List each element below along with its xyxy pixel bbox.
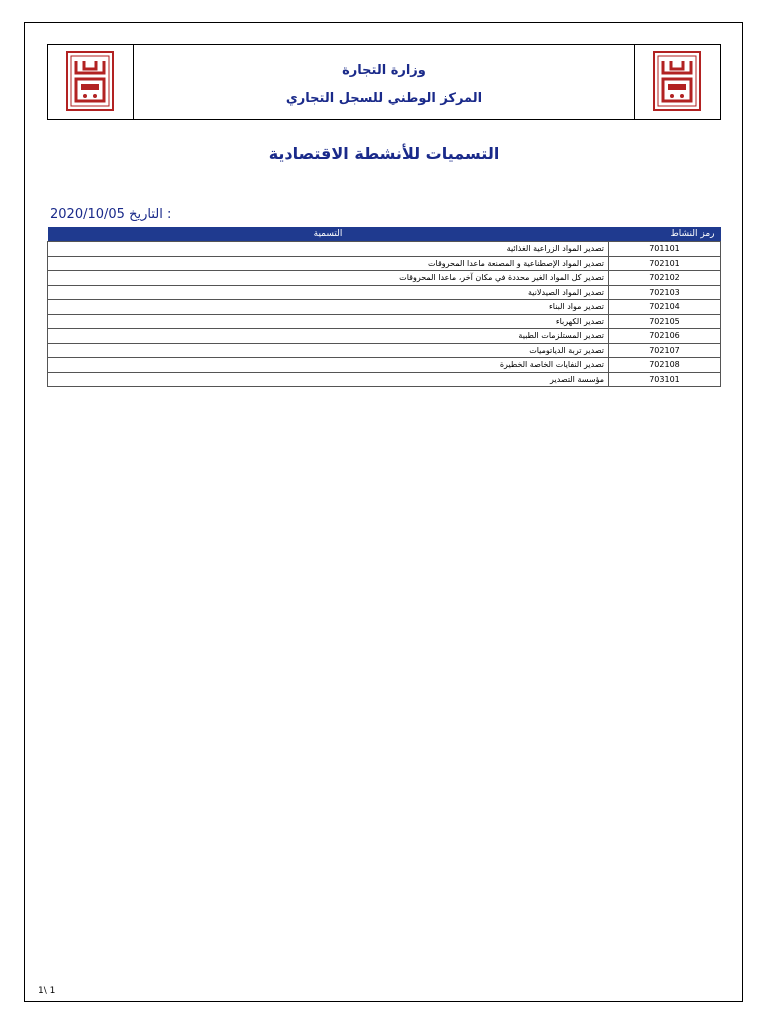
activity-name: تصدير المواد الزراعية الغذائية xyxy=(48,242,609,257)
activity-name: تصدير تربة الدياتوميات xyxy=(48,343,609,358)
table-body xyxy=(48,242,721,387)
header-text xyxy=(134,45,634,119)
activity-code: 702103 xyxy=(609,285,721,300)
activity-code: 703101 xyxy=(609,372,721,387)
activities-table xyxy=(47,227,721,387)
cnrc-logo-icon xyxy=(653,51,701,111)
document-title: التسميات للأنشطة الاقتصادية xyxy=(268,144,500,163)
activity-code: 702106 xyxy=(609,329,721,344)
table-row xyxy=(48,256,721,271)
logo-left xyxy=(48,45,134,119)
table-row xyxy=(48,271,721,286)
date-label: التاريخ : xyxy=(129,207,172,222)
activity-code: 702105 xyxy=(609,314,721,329)
table-row xyxy=(48,372,721,387)
table-row xyxy=(48,314,721,329)
logo-right xyxy=(634,45,720,119)
table-row xyxy=(48,285,721,300)
column-header-name: التسمية xyxy=(48,227,609,242)
document-header xyxy=(47,44,721,120)
activity-name: تصدير مواد البناء xyxy=(48,300,609,315)
activity-code: 702108 xyxy=(609,358,721,373)
activity-code: 702107 xyxy=(609,343,721,358)
center-name: المركز الوطني للسجل التجاري xyxy=(285,91,483,106)
table-row xyxy=(48,358,721,373)
activity-name: تصدير المواد الإصطناعية و المصنعة ماعدا المحروقات xyxy=(48,256,609,271)
table-row xyxy=(48,242,721,257)
activity-code: 702104 xyxy=(609,300,721,315)
activity-name: تصدير النفايات الخاصة الخطيرة xyxy=(48,358,609,373)
activity-name: تصدير الكهرباء xyxy=(48,314,609,329)
activity-code: 702102 xyxy=(609,271,721,286)
column-header-code: رمز النشاط xyxy=(609,227,721,242)
page-frame xyxy=(24,22,743,1002)
activity-code: 702101 xyxy=(609,256,721,271)
activity-name: مؤسسة التصدير xyxy=(48,372,609,387)
activity-name: تصدير المواد الصيدلانية xyxy=(48,285,609,300)
page-number: 1\ 1 xyxy=(38,986,56,996)
activity-name: تصدير كل المواد الغير محددة في مكان آخر، ماعدا المحروقات xyxy=(48,271,609,286)
table-row xyxy=(48,343,721,358)
date-value: 2020/10/05 xyxy=(50,207,125,222)
date-line xyxy=(50,207,171,222)
table-header-row xyxy=(48,227,721,242)
activity-name: تصدير المستلزمات الطبية xyxy=(48,329,609,344)
table-row xyxy=(48,300,721,315)
table-row xyxy=(48,329,721,344)
activity-code: 701101 xyxy=(609,242,721,257)
ministry-name: وزارة التجارة xyxy=(342,63,426,78)
cnrc-logo-icon xyxy=(66,51,114,111)
